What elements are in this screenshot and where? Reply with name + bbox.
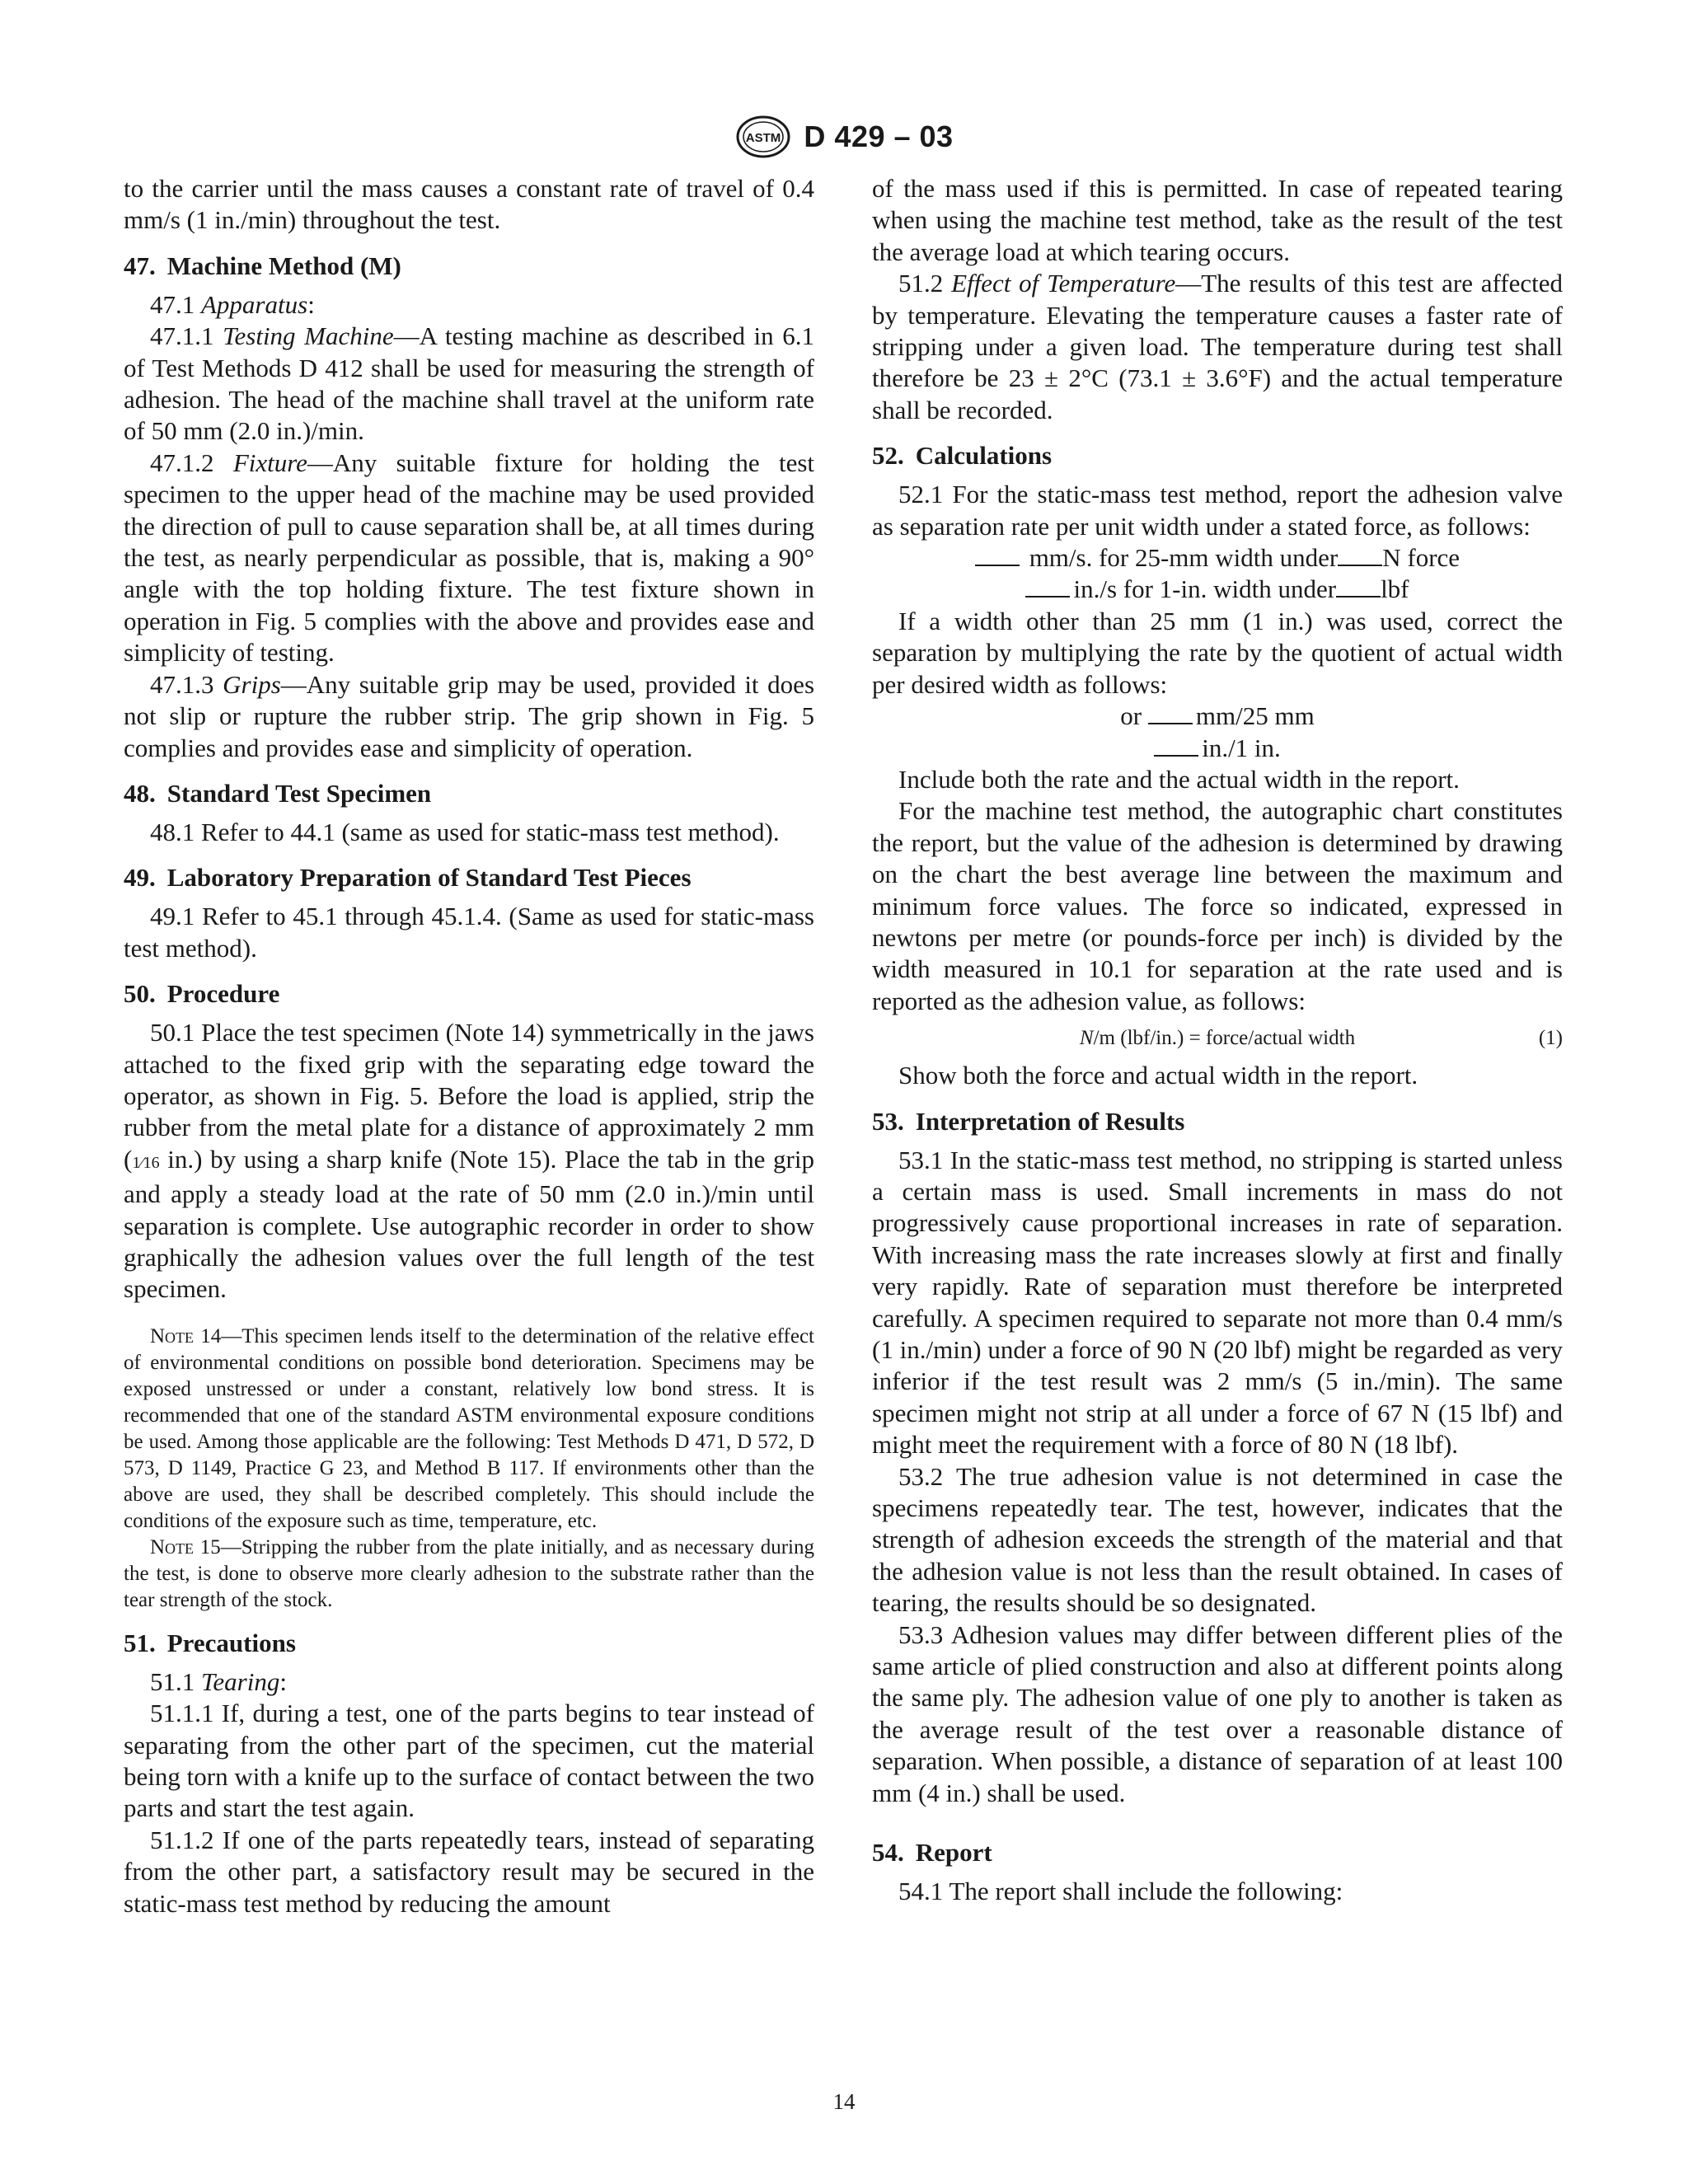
paragraph-53-2: 53.2 The true adhesion value is not determined in case the specimens repeatedly tear. The test, however, indicates that the strength of adhesion exceeds the strength of the material and that the adhesion value is not less than the result obtained. In cases of tearing, the results should be so designated. <box>872 1461 1563 1618</box>
note-15: Note 15—Stripping the rubber from the plate initially, and as necessary during the test, is done to observe more clearly adhesion to the substrate rather than the tear strength of the stock. <box>124 1535 815 1611</box>
section-heading-50: 50. Procedure <box>124 979 280 1009</box>
equation-number: (1) <box>1538 1027 1563 1050</box>
paragraph-54-1: 54.1 The report shall include the following: <box>898 1877 1343 1906</box>
paragraph-show-both: Show both the force and actual width in the report. <box>898 1061 1418 1090</box>
formula-line-1: mm/s. for 25-mm width under N force <box>872 542 1563 574</box>
svg-text:ASTM: ASTM <box>746 131 781 145</box>
paragraph-machine-method: For the machine test method, the autographic chart constitutes the report, but the value of the adhesion is determined by drawing on the chart the best average line between the maximum and minimum force values. The force so indicated, expressed in newtons per metre (or pounds-force per inch) is divided by the width measured in 10.1 for separation at the rate used and is reported as the adhesion value, as follows: <box>872 796 1563 1015</box>
page-header <box>0 114 1688 164</box>
paragraph-width-correction: If a width other than 25 mm (1 in.) was used, correct the separation by multiplying the rate by the quotient of actual width per desired width as follows: <box>872 606 1563 699</box>
paragraph-include: Include both the rate and the actual width in the report. <box>898 764 1460 794</box>
formula-line-3: or mm/25 mm <box>1120 701 1315 731</box>
left-column <box>124 173 814 1919</box>
paragraph-52-1: 52.1 For the static-mass test method, report the adhesion valve as separation rate per unit width under a stated force, as follows: <box>872 480 1563 541</box>
formula-line-4: in./1 in. <box>872 733 1563 764</box>
section-heading-51: 51. Precautions <box>124 1628 296 1657</box>
page-number: 14 <box>832 2089 856 2114</box>
section-heading-52: 52. Calculations <box>872 441 1053 471</box>
paragraph-49-1: 49.1 Refer to 45.1 through 45.1.4. (Same as used for static-mass test method). <box>124 902 814 963</box>
paragraph-47-1-1: 47.1.1 Testing Machine—A testing machine as described in 6.1 of Test Methods D 412 shall be used for measuring the strength of adhesion. The head of the machine shall travel at the uniform rate of 50 mm (2.0 in.)/min. <box>124 321 815 446</box>
paragraph-50-1: 50.1 Place the test specimen (Note 14) symmetrically in the jaws attached to the fixed grip with the separating edge toward the operator, as shown in Fig. 5. Before the load is applied, strip the rubber from the metal plate for a distance of approximately 2 mm (1⁄16 in.) by using a sharp knife (Note 15). Place the tab in the grip and apply a steady load at the rate of 50 mm (2.0 in.)/min until separation is complete. Use autographic recorder in order to show graphically the adhesion values over the full length of the test specimen. <box>124 1018 814 1304</box>
paragraph-53-3: 53.3 Adhesion values may differ between different plies of the same article of plied construction and also at different points along the same ply. The adhesion value of one ply to another is taken as the average result of the test over a reasonable distance of separation. When possible, a distance of separation of at least 100 mm (4 in.) shall be used. <box>872 1619 1563 1807</box>
paragraph-51-1: 51.1 Tearing: <box>150 1666 287 1696</box>
paragraph-51-1-1: 51.1.1 If, during a test, one of the parts begins to tear instead of separating from the other part of the specimen, cut the material being torn with a knife up to the surface of contact between the two parts and start the test again. <box>124 1699 814 1823</box>
paragraph-51-2: 51.2 Effect of Temperature—The results of this test are affected by temperature. Elevating the temperature causes a faster rate of stripping under a given load. The temperature during test shall therefore be 23 ± 2°C (73.1 ± 3.6°F) and the actual temperature shall be recorded. <box>872 269 1563 424</box>
paragraph-48-1: 48.1 Refer to 44.1 (same as used for static-mass test method). <box>150 817 780 846</box>
section-heading-53: 53. Interpretation of Results <box>872 1106 1185 1136</box>
right-column <box>872 173 1563 1908</box>
paragraph-53-1: 53.1 In the static-mass test method, no stripping is started unless a certain mass is used. Small increments in mass do not progressively cause proportional increases in rate of separation. With increasing mass the rate increases slowly at first and finally very rapidly. Rate of separation must therefore be interpreted carefully. A specimen required to separate not more than 0.4 mm/s (1 in./min) under a force of 90 N (20 lbf) might be regarded as very inferior if the test result was 2 mm/s (5 in./min). The same specimen might not strip at all under a force of 67 N (15 lbf) and might meet the requirement with a force of 80 N (18 lbf). <box>872 1145 1563 1460</box>
formula-line-2: in./s for 1-in. width under lbf <box>872 574 1563 605</box>
paragraph-47-1: 47.1 Apparatus: <box>150 289 315 319</box>
astm-logo-icon <box>734 114 792 160</box>
section-heading-54: 54. Report <box>872 1838 992 1868</box>
notes-block <box>124 1324 814 1614</box>
section-heading-49: 49. Laboratory Preparation of Standard Test Pieces <box>124 863 692 893</box>
document-designation: D 429 – 03 <box>804 120 954 153</box>
section-heading-48: 48. Standard Test Specimen <box>124 778 432 808</box>
paragraph-carryover: to the carrier until the mass causes a constant rate of travel of 0.4 mm/s (1 in./min) throughout the test. <box>124 174 814 235</box>
section-heading-47: 47. Machine Method (M) <box>124 251 401 280</box>
paragraph-51-1-2: 51.1.2 If one of the parts repeatedly tears, instead of separating from the other part, a satisfactory result may be secured in the static-mass test method by reducing the amount <box>124 1825 814 1918</box>
paragraph-47-1-3: 47.1.3 Grips—Any suitable grip may be used, provided it does not slip or rupture the rubber strip. The grip shown in Fig. 5 complies and provides ease and simplicity of operation. <box>124 669 815 762</box>
paragraph-carryover-right: of the mass used if this is permitted. In case of repeated tearing when using the machine test method, take as the result of the test the average load at which tearing occurs. <box>872 174 1563 266</box>
equation-1: N/m (lbf/in.) = force/actual width (1) <box>872 1020 1563 1057</box>
note-14: Note 14—This specimen lends itself to the determination of the relative effect of environmental conditions on possible bond deterioration. Specimens may be exposed unstressed or under a constant, relatively low bond stress. It is recommended that one of the standard ASTM environmental exposure conditions be used. Among those applicable are the following: Test Methods D 471, D 572, D 573, D 1149, Practice G 23, and Method B 117. If environments other than the above are used, they shall be described completely. This should include the conditions of the exposure such as time, temperature, etc. <box>124 1324 814 1532</box>
paragraph-47-1-2: 47.1.2 Fixture—Any suitable fixture for holding the test specimen to the upper head of the machine may be used provided the direction of pull to cause separation shall be, at all times during the test, as nearly perpendicular as possible, that is, making a 90° angle with the top holding fixture. The test fixture shown in operation in Fig. 5 complies with the above and provides ease and simplicity of testing. <box>124 448 815 668</box>
